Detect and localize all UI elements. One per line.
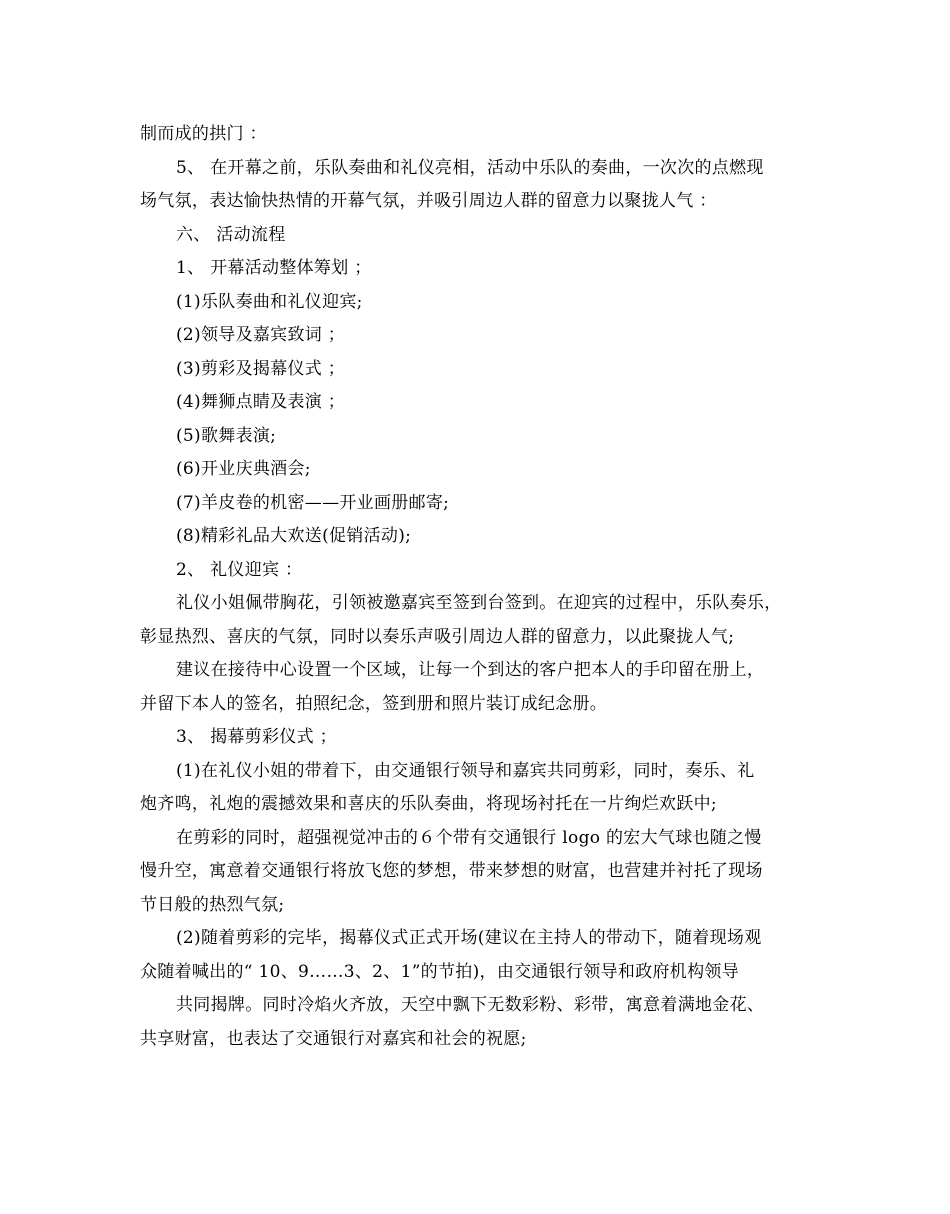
text-line: 共同揭牌。同时冷焰火齐放，天空中飘下无数彩粉、彩带，寓意着满地金花、 xyxy=(176,995,765,1015)
text-line: 5、 在开幕之前，乐队奏曲和礼仪亮相，活动中乐队的奏曲，一次次的点燃现 xyxy=(176,157,764,178)
text-line: 众随着喊出的“ 10、9……3、2、1”的节拍)，由交通银行领导和政府机构领导 xyxy=(140,961,740,982)
text-line: (5)歌舞表演; xyxy=(176,425,277,446)
text-line: 2、 礼仪迎宾 ： xyxy=(176,559,303,580)
text-line: (2)随着剪彩的完毕，揭幕仪式正式开场(建议在主持人的带动下，随着现场观 xyxy=(176,928,762,948)
text-line: 并留下本人的签名，拍照纪念，签到册和照片装订成纪念册。 xyxy=(140,693,608,714)
text-line: (3)剪彩及揭幕仪式 ； xyxy=(176,358,346,379)
text-line: 彰显热烈、喜庆的气氛，同时以奏乐声吸引周边人群的留意力，以此聚拢人气; xyxy=(140,626,735,647)
text-line: 礼仪小姐佩带胸花，引领被邀嘉宾至签到台签到。在迎宾的过程中，乐队奏乐， xyxy=(176,593,782,613)
document-body xyxy=(140,118,830,1056)
text-line: (1)在礼仪小姐的带着下，由交通银行领导和嘉宾共同剪彩，同时，奏乐、礼 xyxy=(176,760,755,781)
text-line: (8)精彩礼品大欢送(促销活动); xyxy=(176,526,412,546)
text-line: 1、 开幕活动整体筹划 ； xyxy=(176,258,372,278)
text-line: 制而成的拱门 ： xyxy=(140,124,267,144)
text-line: 场气氛，表达愉快热情的开幕气氛，并吸引周边人群的留意力以聚拢人气 ： xyxy=(140,191,717,211)
text-line: (2)领导及嘉宾致词 ； xyxy=(176,325,346,345)
text-line: 在剪彩的同时，超强视觉冲击的６个带有交通银行 logo 的宏大气球也随之慢 xyxy=(176,827,762,848)
text-line: 共享财富，也表达了交通银行对嘉宾和社会的祝愿; xyxy=(140,1028,527,1049)
text-line: (1)乐队奏曲和礼仪迎宾; xyxy=(176,291,363,312)
text-line: 节日般的热烈气氛; xyxy=(140,894,285,915)
text-line: 六、 活动流程 xyxy=(176,224,286,245)
text-line: 建议在接待中心设置一个区域，让每一个到达的客户把本人的手印留在册上， xyxy=(176,660,765,680)
text-line: (4)舞狮点睛及表演 ； xyxy=(176,392,346,412)
text-line: 慢升空，寓意着交通银行将放飞您的梦想，带来梦想的财富，也营建并衬托了现场 xyxy=(140,861,763,881)
text-line: 3、 揭幕剪彩仪式 ； xyxy=(176,727,337,747)
text-line: (7)羊皮卷的机密——开业画册邮寄; xyxy=(176,492,450,513)
text-line: (6)开业庆典酒会; xyxy=(176,459,311,479)
text-line: 炮齐鸣，礼炮的震撼效果和喜庆的乐队奏曲，将现场衬托在一片绚烂欢跃中; xyxy=(140,794,717,814)
